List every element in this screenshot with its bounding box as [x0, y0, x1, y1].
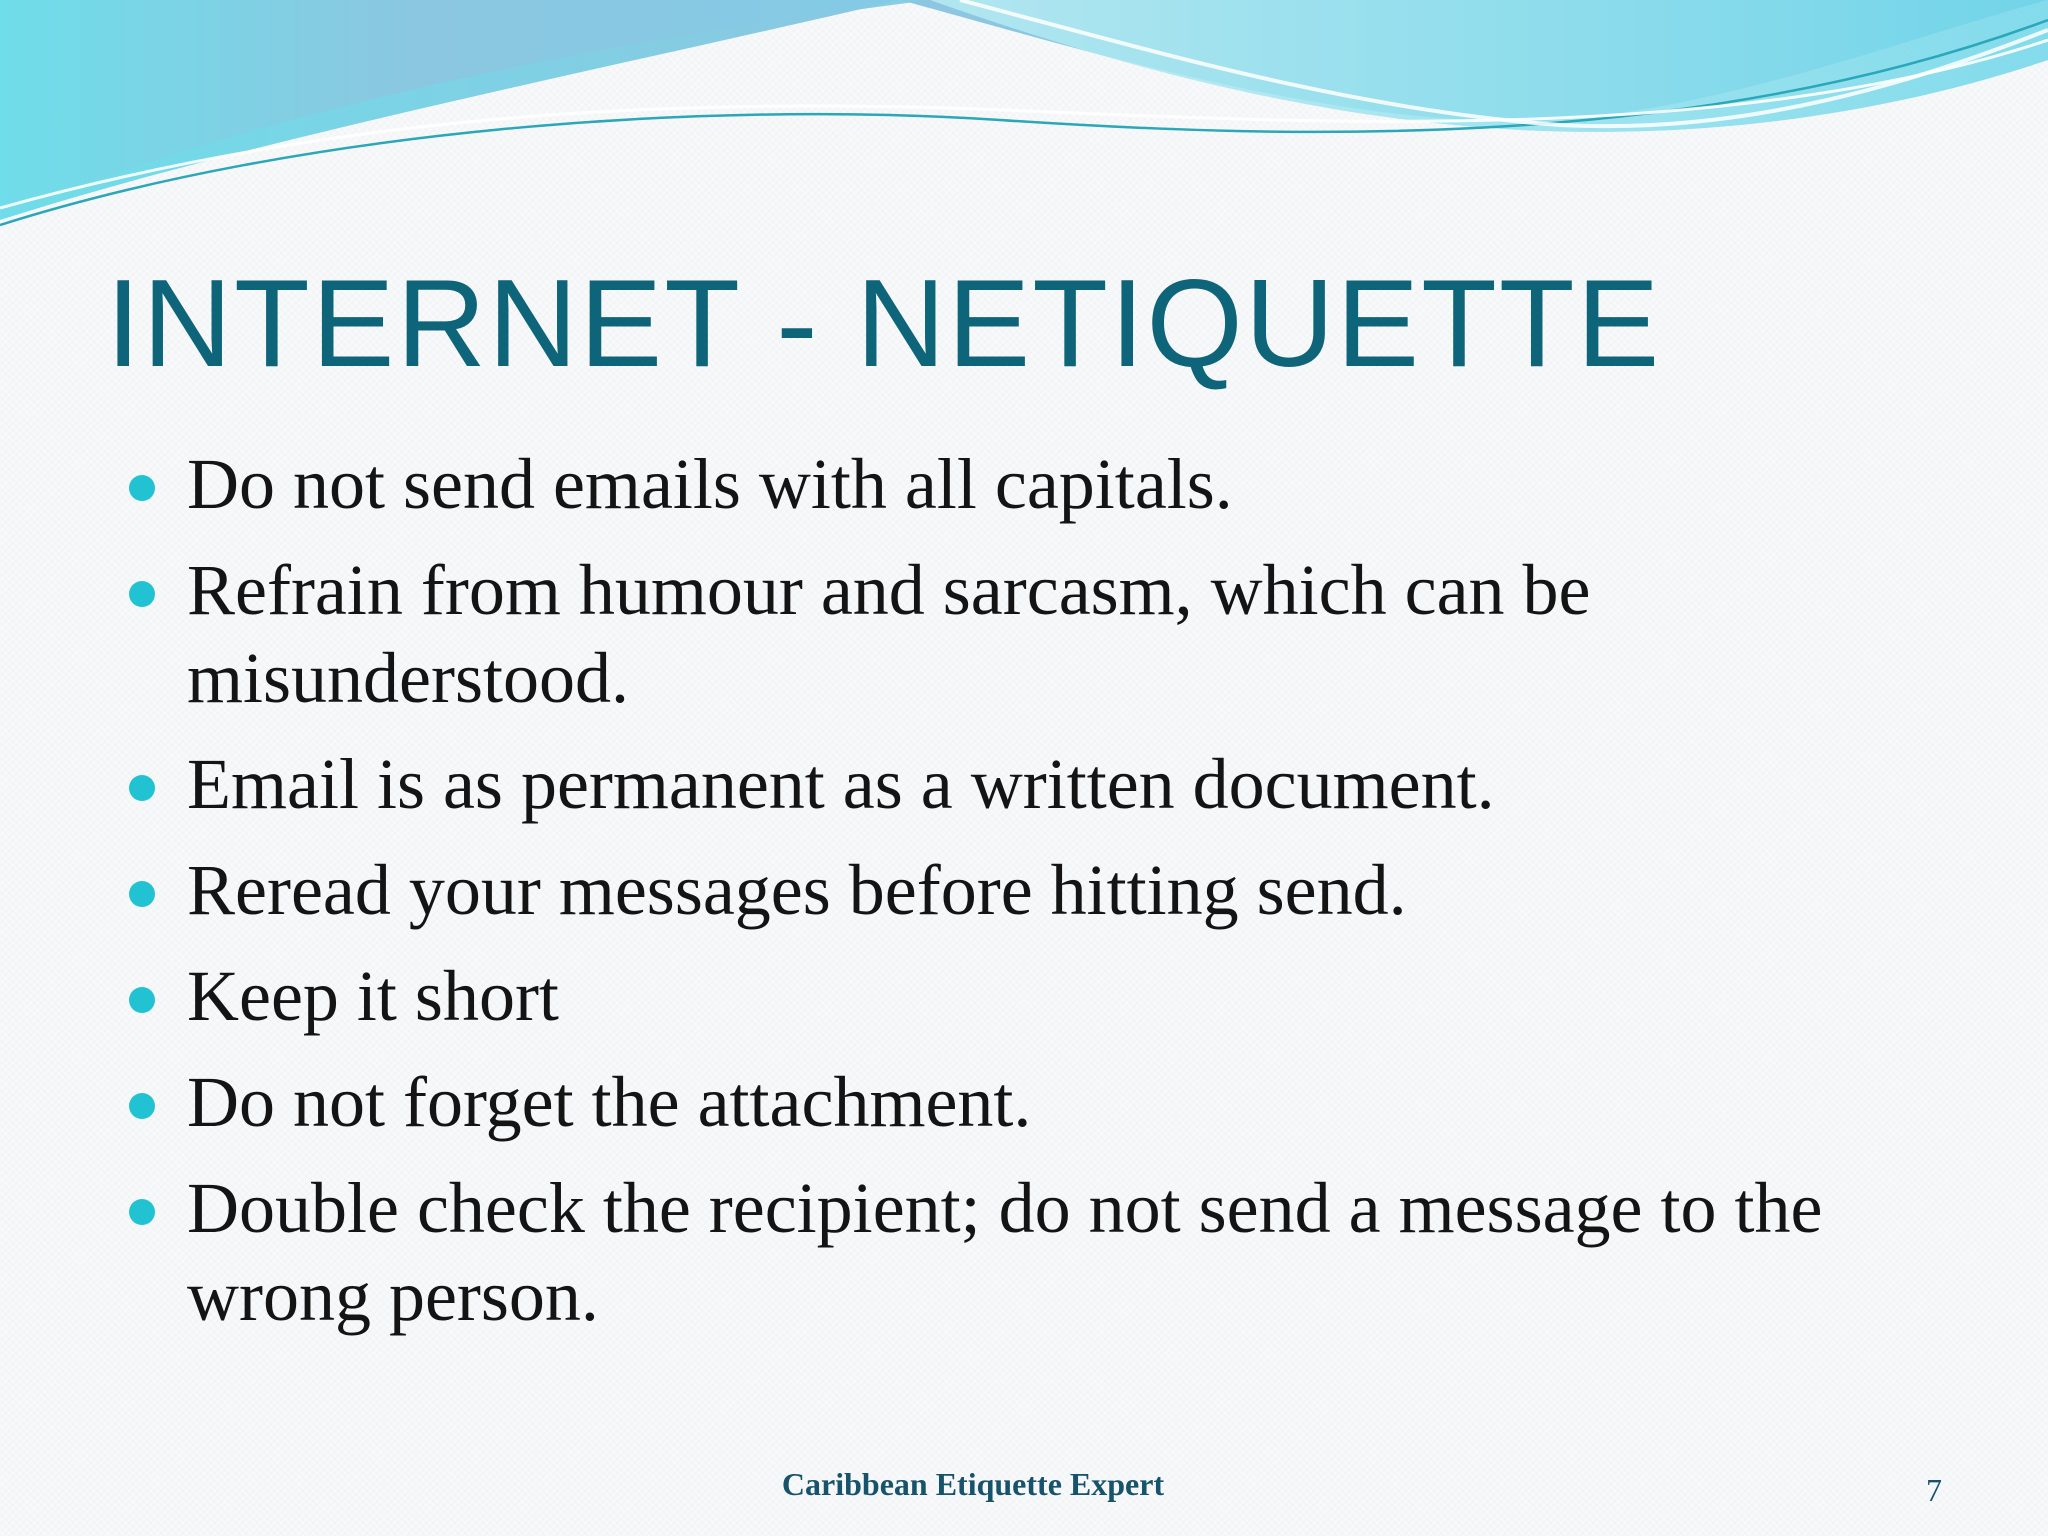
bullet-text: Double check the recipient; do not send a message to the wrong person. — [187, 1168, 1823, 1336]
bullet-item — [125, 546, 1925, 722]
bullet-item — [125, 1164, 1925, 1340]
bullet-item — [125, 952, 1925, 1040]
bullet-dot-icon — [129, 775, 155, 801]
bullet-text: Email is as permanent as a written document. — [187, 744, 1495, 824]
footer-text: Caribbean Etiquette Expert — [781, 1466, 1165, 1502]
bullet-list — [125, 440, 1925, 1358]
bullet-dot-icon — [129, 1199, 155, 1225]
bullet-text: Refrain from humour and sarcasm, which can be misunderstood. — [187, 550, 1591, 718]
bullet-dot-icon — [129, 1093, 155, 1119]
slide-title: INTERNET - NETIQUETTE — [106, 255, 1662, 393]
bullet-item — [125, 1058, 1925, 1146]
decorative-wave-header — [0, 0, 2048, 260]
page-number: 7 — [1926, 1472, 1942, 1508]
bullet-item — [125, 440, 1925, 528]
bullet-dot-icon — [129, 881, 155, 907]
bullet-item — [125, 740, 1925, 828]
bullet-text: Do not send emails with all capitals. — [187, 444, 1233, 524]
bullet-item — [125, 846, 1925, 934]
bullet-text: Reread your messages before hitting send. — [187, 850, 1407, 930]
bullet-dot-icon — [129, 475, 155, 501]
bullet-dot-icon — [129, 987, 155, 1013]
bullet-text: Keep it short — [187, 956, 559, 1036]
wave-band-right — [930, 0, 2048, 132]
bullet-text: Do not forget the attachment. — [187, 1062, 1032, 1142]
bullet-dot-icon — [129, 581, 155, 607]
